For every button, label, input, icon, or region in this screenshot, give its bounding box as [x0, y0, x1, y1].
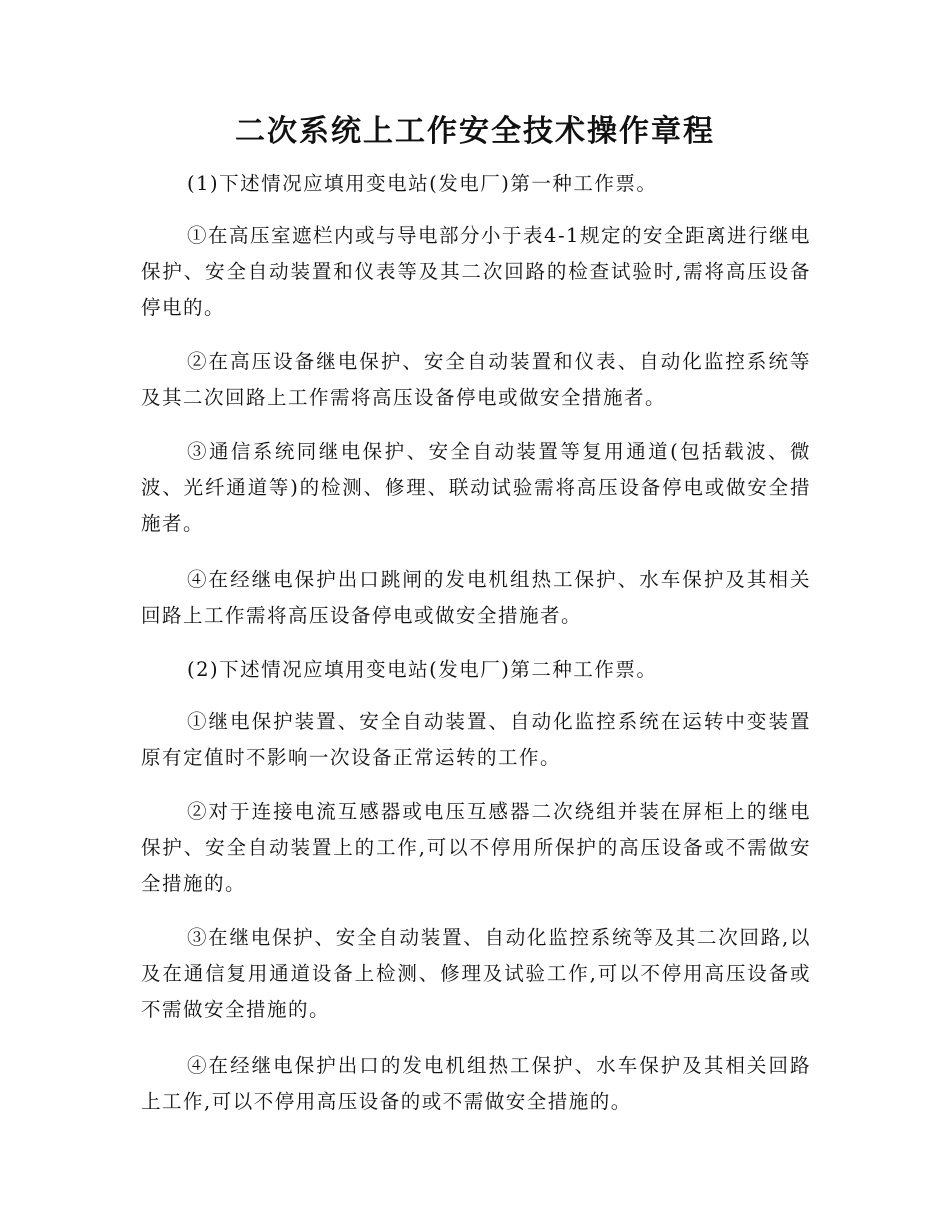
section-2-item-4: ④在经继电保护出口的发电机组热工保护、水车保护及其相关回路上工作,可以不停用高压设备的或不需做安全措施的。 [141, 1054, 811, 1113]
section-2-item-1: ①继电保护装置、安全自动装置、自动化监控系统在运转中变装置原有定值时不影响一次设备正常运转的工作。 [141, 710, 811, 769]
section-1-item-4: ④在经继电保护出口跳闸的发电机组热工保护、水车保护及其相关回路上工作需将高压设备停电或做安全措施者。 [141, 568, 811, 627]
section-1-item-2: ②在高压设备继电保护、安全自动装置和仪表、自动化监控系统等及其二次回路上工作需将高压设备停电或做安全措施者。 [141, 350, 811, 409]
section-1-item-1: ①在高压室遮栏内或与导电部分小于表4-1规定的安全距离进行继电保护、安全自动装置和仪表等及其二次回路的检查试验时,需将高压设备停电的。 [141, 224, 811, 319]
document-title: 二次系统上工作安全技术操作章程 [235, 114, 715, 149]
section-2-item-2: ②对于连接电流互感器或电压互感器二次绕组并装在屏柜上的继电保护、安全自动装置上的工作,可以不停用所保护的高压设备或不需做安全措施的。 [141, 800, 811, 895]
section-1-heading: (1)下述情况应填用变电站(发电厂)第一种工作票。 [187, 172, 658, 195]
section-2-item-3: ③在继电保护、安全自动装置、自动化监控系统等及其二次回路,以及在通信复用通道设备上检测、修理及试验工作,可以不停用高压设备或不需做安全措施的。 [141, 926, 811, 1021]
section-1-item-3: ③通信系统同继电保护、安全自动装置等复用通道(包括载波、微波、光纤通道等)的检测、修理、联动试验需将高压设备停电或做安全措施者。 [141, 440, 811, 535]
section-2-heading: (2)下述情况应填用变电站(发电厂)第二种工作票。 [187, 658, 658, 681]
